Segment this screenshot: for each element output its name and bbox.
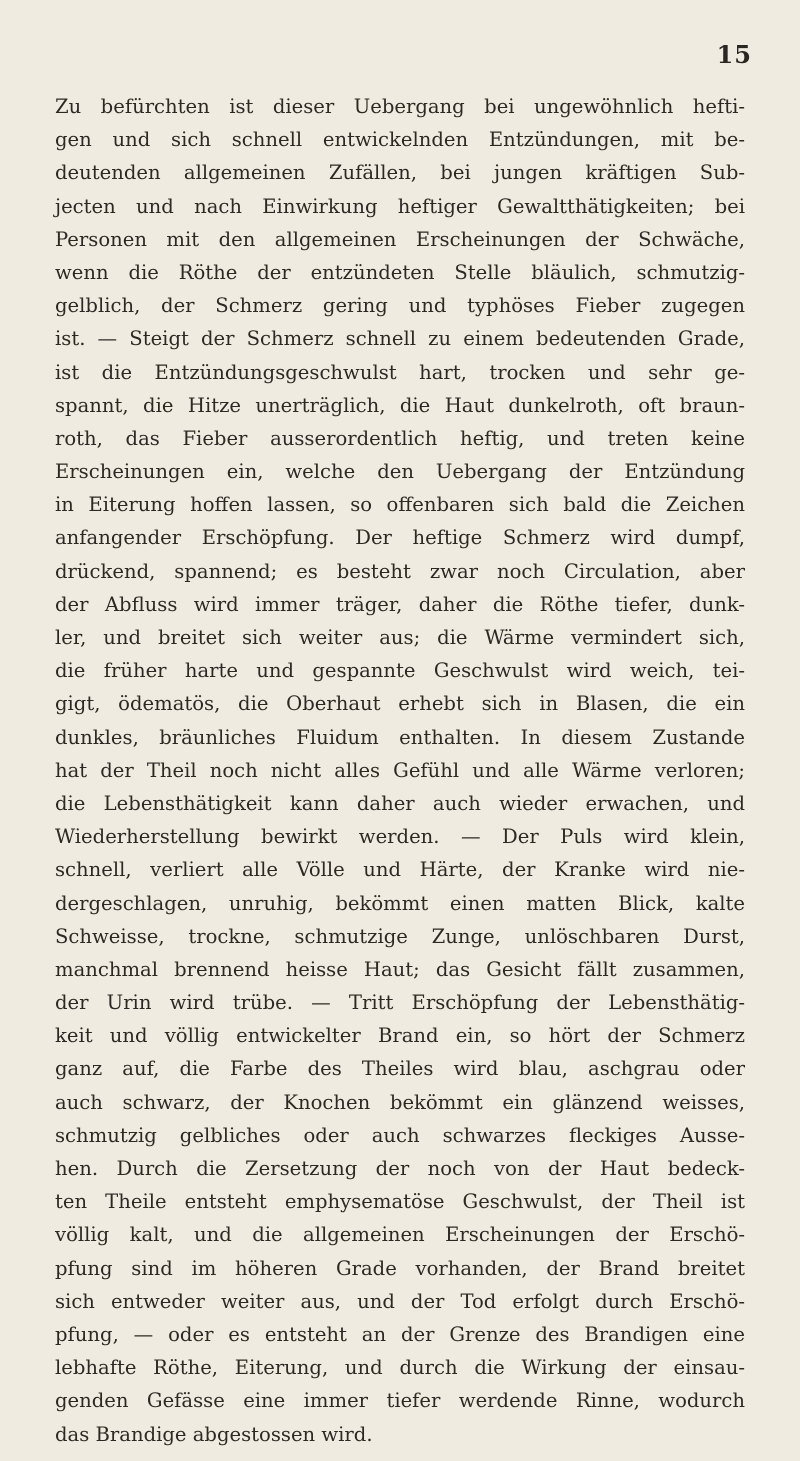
text-line: Schweisse, trockne, schmutzige Zunge, unlöschbaren Durst, (55, 924, 745, 948)
text-line: gigt, ödematös, die Oberhaut erhebt sich in Blasen, die ein (55, 692, 745, 716)
text-line: Personen mit den allgemeinen Erscheinungen der Schwäche, (55, 227, 745, 251)
text-line: pfung sind im höheren Grade vorhanden, der Brand breitet (55, 1256, 745, 1280)
text-line: jecten und nach Einwirkung heftiger Gewaltthätigkeiten; bei (55, 194, 745, 218)
text-line: Wiederherstellung bewirkt werden. — Der Puls wird klein, (55, 825, 745, 849)
text-line: ist. — Steigt der Schmerz schnell zu einem bedeutenden Grade, (55, 327, 745, 351)
text-line: genden Gefässe eine immer tiefer werdende Rinne, wodurch (55, 1389, 745, 1413)
text-line: hen. Durch die Zersetzung der noch von der Haut bedeck- (55, 1157, 745, 1180)
text-line: wenn die Röthe der entzündeten Stelle bläulich, schmutzig- (55, 260, 745, 284)
text-line: lebhafte Röthe, Eiterung, und durch die Wirkung der einsau- (55, 1356, 745, 1380)
text-line: deutenden allgemeinen Zufällen, bei jungen kräftigen Sub- (55, 161, 745, 185)
text-line: dunkles, bräunliches Fluidum enthalten. In diesem Zustande (55, 725, 745, 749)
text-line: auch schwarz, der Knochen bekömmt ein glänzend weisses, (55, 1090, 745, 1114)
text-line: anfangender Erschöpfung. Der heftige Schmerz wird dumpf, (55, 526, 745, 550)
text-line: manchmal brennend heisse Haut; das Gesicht fällt zusammen, (55, 957, 745, 981)
text-line: gelblich, der Schmerz gering und typhöses Fieber zugegen (55, 294, 745, 318)
text-line: drückend, spannend; es besteht zwar noch Circulation, aber (55, 559, 745, 583)
text-line: pfung, — oder es entsteht an der Grenze des Brandigen eine (55, 1322, 745, 1346)
text-line: sich entweder weiter aus, und der Tod erfolgt durch Erschö- (55, 1289, 745, 1313)
text-line: der Abfluss wird immer träger, daher die Röthe tiefer, dunk- (55, 592, 745, 616)
text-line: ganz auf, die Farbe des Theiles wird blau, aschgrau oder (55, 1057, 745, 1081)
text-line: völlig kalt, und die allgemeinen Erscheinungen der Erschö- (55, 1223, 745, 1247)
text-line: die Lebensthätigkeit kann daher auch wieder erwachen, und (55, 791, 745, 815)
text-line: roth, das Fieber ausserordentlich heftig, und treten keine (55, 426, 745, 450)
text-line: spannt, die Hitze unerträglich, die Haut dunkelroth, oft braun- (55, 393, 745, 417)
page-number: 15 (716, 40, 752, 69)
text-line: das Brandige abgestossen wird. (55, 1422, 373, 1446)
text-line: gen und sich schnell entwickelnden Entzündungen, mit be- (55, 128, 745, 152)
text-line: schnell, verliert alle Völle und Härte, der Kranke wird nie- (55, 858, 745, 882)
text-line: in Eiterung hoffen lassen, so offenbaren sich bald die Zeichen (55, 493, 745, 517)
body-text (55, 90, 745, 1451)
text-line: schmutzig gelbliches oder auch schwarzes fleckiges Ausse- (55, 1123, 745, 1147)
text-line: hat der Theil noch nicht alles Gefühl und alle Wärme verloren; (55, 758, 745, 782)
text-line: die früher harte und gespannte Geschwulst wird weich, tei- (55, 659, 745, 683)
text-line: ler, und breitet sich weiter aus; die Wärme vermindert sich, (55, 626, 745, 649)
text-line: Erscheinungen ein, welche den Uebergang der Entzündung (55, 460, 745, 484)
text-line: keit und völlig entwickelter Brand ein, so hört der Schmerz (55, 1024, 745, 1048)
text-line: der Urin wird trübe. — Tritt Erschöpfung der Lebensthätig- (55, 991, 745, 1015)
text-line: dergeschlagen, unruhig, bekömmt einen matten Blick, kalte (55, 891, 745, 915)
text-line: ist die Entzündungsgeschwulst hart, trocken und sehr ge- (55, 360, 745, 384)
text-line: ten Theile entsteht emphysematöse Geschwulst, der Theil ist (55, 1190, 745, 1214)
text-line: Zu befürchten ist dieser Uebergang bei ungewöhnlich hefti- (55, 95, 745, 118)
